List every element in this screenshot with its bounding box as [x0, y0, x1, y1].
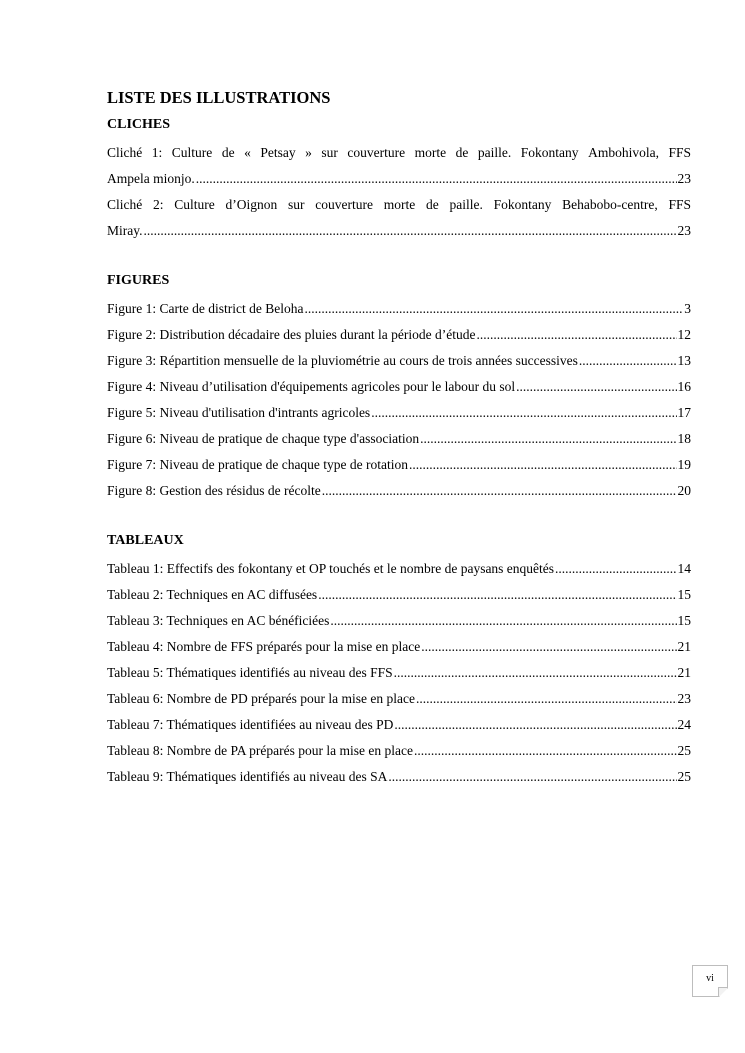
word: morte	[383, 197, 416, 212]
spacer	[107, 244, 691, 270]
entry-label: Figure 1: Carte de district de Beloha	[107, 301, 304, 316]
list-item-figure-4[interactable]	[107, 374, 691, 400]
page-number: 24	[677, 717, 691, 732]
section-heading-tableaux: TABLEAUX	[107, 533, 184, 548]
section-heading-figures: FIGURES	[107, 273, 170, 288]
list-item-tableau-6[interactable]	[107, 686, 691, 712]
list-item-tableau-2[interactable]	[107, 582, 691, 608]
entry-label: Figure 3: Répartition mensuelle de la pluviométrie au cours de trois années successives	[107, 353, 578, 368]
list-item-figure-5[interactable]	[107, 400, 691, 426]
entry-label: Tableau 1: Effectifs des fokontany et OP touchés et le nombre de paysans enquêtés	[107, 561, 555, 576]
dot-leader	[555, 556, 676, 582]
list-item-figure-7[interactable]	[107, 452, 691, 478]
word: d’Oignon	[225, 197, 278, 212]
entry-label: Figure 4: Niveau d’utilisation d'équipements agricoles pour le labour du sol	[107, 379, 516, 394]
entry-label: Tableau 7: Thématiques identifiées au niveau des PD	[107, 717, 394, 732]
page-number-box	[692, 965, 728, 997]
dot-leader	[414, 738, 677, 764]
document-page	[107, 86, 691, 790]
word: FFS	[668, 145, 691, 160]
figures-list	[107, 296, 691, 504]
list-item-tableau-9[interactable]	[107, 764, 691, 790]
word: Petsay	[260, 145, 296, 160]
tableaux-list	[107, 556, 691, 790]
page-number: 23	[677, 171, 691, 186]
page-number: 19	[677, 457, 691, 472]
page-number: 21	[677, 665, 691, 680]
dot-leader	[330, 608, 676, 634]
dot-leader	[196, 166, 677, 192]
dot-leader	[477, 322, 677, 348]
page-number: 21	[677, 639, 691, 654]
word: de	[455, 145, 469, 160]
page-fold-decoration	[718, 987, 727, 996]
page-number: 25	[677, 769, 691, 784]
dot-leader	[420, 426, 676, 452]
entry-label: Figure 7: Niveau de pratique de chaque type de rotation	[107, 457, 409, 472]
page-number: 25	[677, 743, 691, 758]
dot-leader	[388, 764, 676, 790]
list-item-figure-6[interactable]	[107, 426, 691, 452]
entry-label: Figure 8: Gestion des résidus de récolte	[107, 483, 321, 498]
page-title: LISTE DES ILLUSTRATIONS	[107, 88, 331, 107]
cliche-1-line2: Ampela mionjo.	[107, 171, 195, 186]
list-item-tableau-8[interactable]	[107, 738, 691, 764]
word: Culture	[174, 197, 215, 212]
cliche-2-line2: Miray.	[107, 223, 143, 238]
word: Cliché	[107, 197, 143, 212]
word: couverture	[347, 145, 406, 160]
list-item-tableau-5[interactable]	[107, 660, 691, 686]
entry-label: Tableau 4: Nombre de FFS préparés pour la mise en place	[107, 639, 421, 654]
word: FFS	[668, 197, 691, 212]
dot-leader	[516, 374, 676, 400]
word: de	[221, 145, 235, 160]
word: Fokontany	[493, 197, 552, 212]
list-item-tableau-3[interactable]	[107, 608, 691, 634]
section-heading-cliches: CLICHES	[107, 117, 171, 132]
word: sur	[288, 197, 305, 212]
dot-leader	[394, 712, 676, 738]
entry-label: Tableau 8: Nombre de PA préparés pour la mise en place	[107, 743, 413, 758]
page-number: 3	[684, 301, 691, 316]
list-item-tableau-4[interactable]	[107, 634, 691, 660]
entry-label: Tableau 9: Thématiques identifiés au niveau des SA	[107, 769, 388, 784]
word: Behabobo-centre,	[562, 197, 658, 212]
page-number: 17	[677, 405, 691, 420]
entry-label: Figure 2: Distribution décadaire des pluies durant la période d’étude	[107, 327, 476, 342]
word: de	[425, 197, 439, 212]
word: «	[244, 145, 251, 160]
page-number: 23	[677, 223, 691, 238]
dot-leader	[579, 348, 677, 374]
word: sur	[321, 145, 338, 160]
word: Fokontany	[520, 145, 579, 160]
word: Culture	[171, 145, 213, 160]
list-item-cliche-2[interactable]	[107, 192, 691, 244]
cliche-1-line1	[107, 140, 691, 166]
dot-leader	[144, 218, 677, 244]
page-number: 15	[677, 613, 691, 628]
word: paille.	[449, 197, 483, 212]
entry-label: Tableau 2: Techniques en AC diffusées	[107, 587, 318, 602]
list-item-figure-8[interactable]	[107, 478, 691, 504]
list-item-tableau-1[interactable]	[107, 556, 691, 582]
list-item-cliche-1[interactable]	[107, 140, 691, 192]
dot-leader	[394, 660, 677, 686]
word: 2:	[153, 197, 164, 212]
word: Ambohivola,	[588, 145, 659, 160]
word: morte	[414, 145, 447, 160]
entry-label: Tableau 6: Nombre de PD préparés pour la mise en place	[107, 691, 415, 706]
page-number: 23	[677, 691, 691, 706]
list-item-figure-2[interactable]	[107, 322, 691, 348]
page-number: 20	[677, 483, 691, 498]
entry-label: Figure 5: Niveau d'utilisation d'intrants agricoles	[107, 405, 371, 420]
page-number: 16	[677, 379, 691, 394]
list-item-figure-3[interactable]	[107, 348, 691, 374]
word: couverture	[315, 197, 373, 212]
list-item-figure-1[interactable]	[107, 296, 691, 322]
word: Cliché	[107, 145, 143, 160]
page-number: 14	[677, 561, 691, 576]
footer-page-number: vi	[706, 973, 714, 984]
page-number: 18	[677, 431, 691, 446]
dot-leader	[421, 634, 676, 660]
dot-leader	[318, 582, 676, 608]
list-item-tableau-7[interactable]	[107, 712, 691, 738]
entry-label: Tableau 5: Thématiques identifiés au niveau des FFS	[107, 665, 393, 680]
entry-label: Tableau 3: Techniques en AC bénéficiées	[107, 613, 330, 628]
dot-leader	[304, 296, 683, 322]
entry-label: Figure 6: Niveau de pratique de chaque type d'association	[107, 431, 420, 446]
dot-leader	[416, 686, 677, 712]
dot-leader	[409, 452, 676, 478]
spacer	[107, 504, 691, 530]
page-number: 12	[677, 327, 691, 342]
page-number: 15	[677, 587, 691, 602]
word: »	[305, 145, 312, 160]
page-number: 13	[677, 353, 691, 368]
cliche-2-line1	[107, 192, 691, 218]
word: paille.	[477, 145, 512, 160]
dot-leader	[322, 478, 677, 504]
dot-leader	[371, 400, 676, 426]
word: 1:	[151, 145, 163, 160]
